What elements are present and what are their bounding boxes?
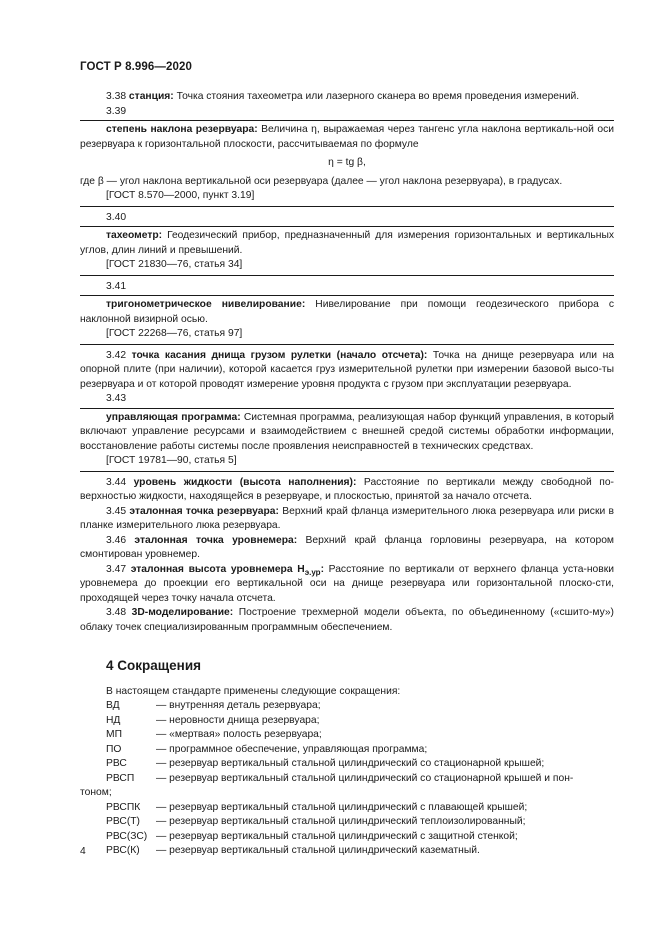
term-3-41-box: тригонометрическое нивелирование: Нивелирование при помощи геодезического прибора с наклонной визирной осью. [ГОСТ 22268—76, статья 97] (80, 295, 614, 345)
term-title: степень наклона резервуара: (106, 124, 258, 135)
source-reference: [ГОСТ 21830—76, статья 34] (106, 259, 243, 270)
term-number: 3.39 (106, 105, 127, 117)
term-title: уровень жидкости (высота наполнения): (133, 476, 357, 488)
term-3-45: 3.45 эталонная точка резервуара: Верхний край фланца измерительного люка резервуара или риски в планке измерительного люка резервуара. (80, 505, 615, 531)
list-item-continuation: тоном; (80, 787, 112, 798)
page-number: 4 (80, 846, 86, 857)
document-body (80, 90, 614, 859)
list-item: МП — «мертвая» полость резервуара; (106, 729, 322, 740)
term-title: тахеометр: (106, 230, 163, 241)
term-number: 3.43 (106, 393, 127, 404)
term-3-40-box: тахеометр: Геодезический прибор, предназначенный для измерения горизонтальных и вертикальных углов, длин линий и превышений. [ГОСТ 21830—76, статья 34] (80, 226, 614, 276)
term-title: эталонная высота уровнемера $Н_{э.ур}$: (130, 563, 324, 577)
list-item: ПО — программное обеспечение, управляющая программа; (106, 743, 428, 755)
source-reference: [ГОСТ 8.570—2000, пункт 3.19] (106, 190, 255, 201)
list-item: РВС(ЗС) — резервуар вертикальный стальной цилиндрический с защитной стенкой; (106, 830, 518, 842)
term-title: станция: (128, 91, 174, 102)
page-header: ГОСТ Р 8.996—2020 (80, 61, 192, 73)
list-item: ВД — внутренняя деталь резервуара; (106, 700, 321, 711)
list-item: РВС(Т) — резервуар вертикальный стальной цилиндрический теплоизолированный; (106, 816, 526, 827)
abbreviation-list (80, 699, 614, 859)
term-number: 3.40 (106, 211, 127, 223)
list-item: РВС(К) — резервуар вертикальный стальной цилиндрический казематный. (106, 845, 480, 856)
list-item: РВСПК — резервуар вертикальный стальной цилиндрический с плавающей крышей; (106, 801, 528, 813)
term-3-39-box: степень наклона резервуара: Величина η, выражаемая через тангенс угла наклона вертикаль-ной оси резервуара к горизонтальной плоскости, рассчитываемая по формуле η = tg β, где β — угол наклона вертикальной оси резервуара (далее — угол наклона резервуара), в градусах. [ГОСТ 8.570—2000, пункт 3.19] (80, 120, 614, 207)
term-3-47: 3.47 эталонная высота уровнемера $Н_{э.ур}$: Расстояние по вертикали от верхнего фланца уста-новки уровнемера до проекции его вертикальной оси на днище резервуара или горизонтальной плоско-сти, проходящей через точку начала отсчета. (80, 563, 614, 604)
term-title: точка касания днища грузом рулетки (начало отсчета): (131, 349, 428, 361)
term-title: эталонная точка резервуара: (129, 505, 279, 517)
term-3-43-box: управляющая программа: Системная программа, реализующая набор функций управления, в который включают управление ресурсами и взаимодействием с внешней средой системы обработки информации, восстановление работы системы после проявления неисправностей в технических средствах. [ГОСТ 19781—90, статья 5] (80, 408, 614, 472)
term-3-42: 3.42 точка касания днища грузом рулетки (начало отсчета): Точка на днище резервуара или на опорной плите (при наличии), которой касается груз измерительной рулетки при измерении базовой высо-ты резервуара и от которой проводят измерение уровня продукта с грузом при эксплуатации резервуара. (80, 349, 614, 390)
term-3-44: 3.44 уровень жидкости (высота наполнения): Расстояние по вертикали между свободной по-верхностью жидкости, находящейся в резервуаре, и плоскостью, принятой за начало отсчета. (80, 476, 614, 502)
source-reference: [ГОСТ 19781—90, статья 5] (106, 455, 237, 466)
term-title: тригонометрическое нивелирование: (106, 299, 306, 310)
source-reference: [ГОСТ 22268—76, статья 97] (106, 328, 243, 339)
list-item: РВСП — резервуар вертикальный стальной цилиндрический со стационарной крышей и пон- (106, 772, 574, 784)
section-intro: В настоящем стандарте применены следующие сокращения: (106, 685, 401, 697)
term-title: управляющая программа: (106, 411, 241, 423)
term-title: эталонная точка уровнемера: (134, 534, 298, 546)
section-heading: 4 Сокращения (106, 658, 201, 673)
term-3-38: 3.38 станция: Точка стояния тахеометра или лазерного сканера во время проведения измерений. (106, 91, 580, 102)
term-3-48: 3.48 3D-моделирование: Построение трехмерной модели объекта, по объединенному («сшито-му») облаку точек специализированным программным обеспечением. (80, 607, 614, 633)
term-number: 3.41 (106, 280, 127, 292)
list-item: РВС — резервуар вертикальный стальной цилиндрический со стационарной крышей; (106, 758, 545, 769)
formula-explanation: где β — угол наклона вертикальной оси резервуара (далее — угол наклона резервуара), в градусах. (80, 175, 563, 187)
term-title: 3D-моделирование: (131, 607, 234, 618)
list-item: НД — неровности днища резервуара; (106, 714, 320, 726)
formula: η = tg β, (328, 157, 366, 168)
term-3-46: 3.46 эталонная точка уровнемера: Верхний край фланца горловины резервуара, на котором смонтирован уровнемер. (80, 534, 614, 560)
